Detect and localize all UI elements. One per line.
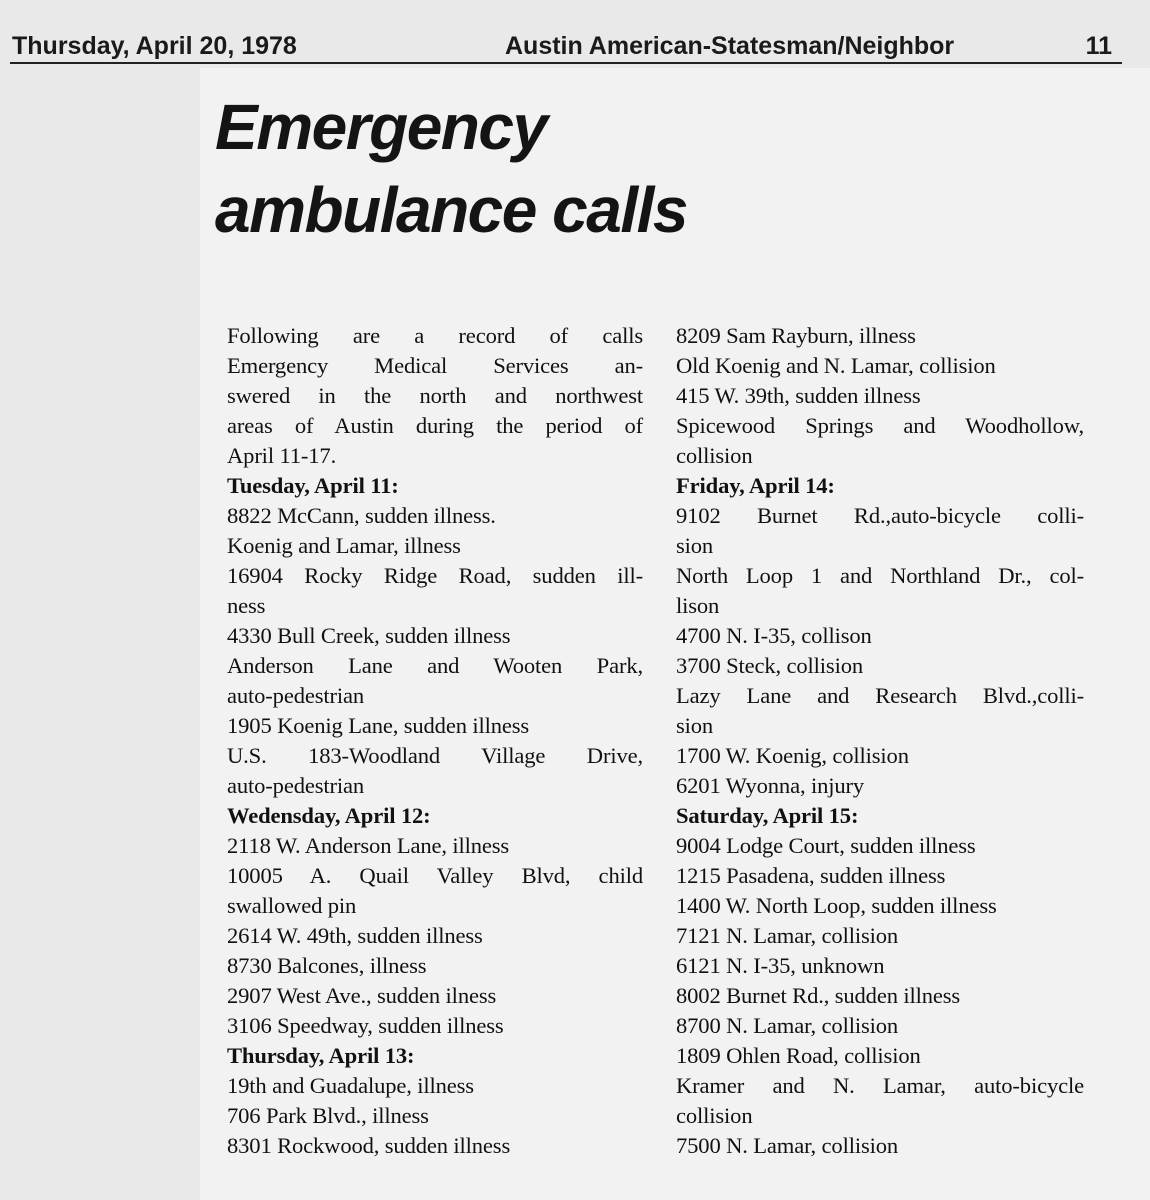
entry-line: sion — [676, 533, 714, 558]
entry-line: 19th and Guadalupe, illness — [227, 1073, 474, 1098]
masthead — [10, 28, 1122, 64]
entry-line: Anderson Lane and Wooten Park, — [227, 653, 643, 678]
entry-line: 6121 N. I-35, unknown — [676, 953, 885, 978]
call-entry — [676, 681, 1084, 741]
entry-line: 8002 Burnet Rd., sudden illness — [676, 983, 961, 1008]
call-entry — [676, 921, 1084, 951]
date-heading — [676, 471, 1084, 501]
entry-line: ness — [227, 593, 266, 618]
entry-line: 706 Park Blvd., illness — [227, 1103, 429, 1128]
entry-line: 4700 N. I-35, collison — [676, 623, 872, 648]
intro-line: Emergency Medical Services an- — [227, 353, 643, 378]
entry-line: 1215 Pasadena, sudden illness — [676, 863, 946, 888]
entry-line: North Loop 1 and Northland Dr., col- — [676, 563, 1084, 588]
entry-line: U.S. 183-Woodland Village Drive, — [227, 743, 643, 768]
date-heading — [676, 801, 1084, 831]
entry-line: auto-pedestrian — [227, 773, 365, 798]
call-entry — [676, 651, 1084, 681]
entry-line: collision — [676, 443, 753, 468]
call-entry — [676, 1041, 1084, 1071]
entry-line: 16904 Rocky Ridge Road, sudden ill- — [227, 563, 643, 588]
call-entry — [227, 1101, 643, 1131]
left-call-list — [227, 471, 643, 1161]
call-entry — [676, 1011, 1084, 1041]
call-entry — [676, 771, 1084, 801]
entry-line: Spicewood Springs and Woodhollow, — [676, 413, 1084, 438]
entry-line: 3700 Steck, collision — [676, 653, 863, 678]
entry-line: Thursday, April 13: — [227, 1043, 415, 1068]
call-entry — [676, 321, 1084, 351]
call-entry — [227, 831, 643, 861]
entry-line: 2614 W. 49th, sudden illness — [227, 923, 483, 948]
intro-line: areas of Austin during the period of — [227, 413, 643, 438]
call-entry — [227, 531, 643, 561]
date-heading — [227, 1041, 643, 1071]
call-entry — [676, 891, 1084, 921]
call-entry — [676, 831, 1084, 861]
call-entry — [227, 951, 643, 981]
entry-line: 2907 West Ave., sudden ilness — [227, 983, 497, 1008]
call-entry — [676, 741, 1084, 771]
entry-line: 9102 Burnet Rd.,auto-bicycle colli- — [676, 503, 1084, 528]
entry-line: Tuesday, April 11: — [227, 473, 399, 498]
entry-line: swallowed pin — [227, 893, 357, 918]
entry-line: Koenig and Lamar, illness — [227, 533, 461, 558]
call-entry — [227, 561, 643, 621]
intro-line: swered in the north and northwest — [227, 383, 643, 408]
call-entry — [227, 921, 643, 951]
entry-line: 1905 Koenig Lane, sudden illness — [227, 713, 530, 738]
entry-line: 8301 Rockwood, sudden illness — [227, 1133, 511, 1158]
entry-line: 8700 N. Lamar, collision — [676, 1013, 899, 1038]
call-entry — [676, 1071, 1084, 1131]
call-entry — [676, 381, 1084, 411]
call-entry — [227, 1071, 643, 1101]
masthead-paper-name: Austin American-Statesman/Neighbor — [505, 32, 955, 60]
headline — [215, 86, 855, 252]
headline-line-1: Emergency — [215, 91, 547, 163]
call-entry — [676, 1131, 1084, 1161]
entry-line: Friday, April 14: — [676, 473, 835, 498]
call-entry — [227, 711, 643, 741]
intro-line: April 11-17. — [227, 443, 337, 468]
entry-line: auto-pedestrian — [227, 683, 365, 708]
call-entry — [676, 861, 1084, 891]
masthead-date: Thursday, April 20, 1978 — [12, 32, 297, 60]
headline-line-2: ambulance calls — [215, 174, 687, 246]
date-heading — [227, 801, 643, 831]
call-entry — [227, 1011, 643, 1041]
call-entry — [227, 741, 643, 801]
entry-line: 3106 Speedway, sudden illness — [227, 1013, 504, 1038]
masthead-page-number: 11 — [1085, 32, 1112, 60]
entry-line: 1700 W. Koenig, collision — [676, 743, 909, 768]
date-heading — [227, 471, 643, 501]
call-entry — [227, 651, 643, 711]
entry-line: 7500 N. Lamar, collision — [676, 1133, 899, 1158]
entry-line: 4330 Bull Creek, sudden illness — [227, 623, 511, 648]
call-entry — [227, 981, 643, 1011]
call-entry — [227, 501, 643, 531]
right-call-list — [676, 321, 1084, 1161]
entry-line: 2118 W. Anderson Lane, illness — [227, 833, 510, 858]
call-entry — [676, 411, 1084, 471]
call-entry — [676, 981, 1084, 1011]
call-entry — [227, 1131, 643, 1161]
entry-line: collision — [676, 1103, 753, 1128]
entry-line: 8209 Sam Rayburn, illness — [676, 323, 916, 348]
entry-line: 7121 N. Lamar, collision — [676, 923, 899, 948]
call-entry — [676, 501, 1084, 561]
entry-line: lison — [676, 593, 720, 618]
call-entry — [676, 621, 1084, 651]
call-entry — [676, 561, 1084, 621]
entry-line: Saturday, April 15: — [676, 803, 859, 828]
entry-line: sion — [676, 713, 714, 738]
entry-line: 1400 W. North Loop, sudden illness — [676, 893, 997, 918]
call-entry — [676, 951, 1084, 981]
entry-line: 415 W. 39th, sudden illness — [676, 383, 921, 408]
entry-line: 8730 Balcones, illness — [227, 953, 427, 978]
intro-line: Following are a record of calls — [227, 323, 643, 348]
entry-line: 8822 McCann, sudden illness. — [227, 503, 496, 528]
entry-line: 9004 Lodge Court, sudden illness — [676, 833, 976, 858]
entry-line: 6201 Wyonna, injury — [676, 773, 865, 798]
call-entry — [227, 861, 643, 921]
entry-line: Old Koenig and N. Lamar, collision — [676, 353, 996, 378]
call-entry — [227, 621, 643, 651]
entry-line: Kramer and N. Lamar, auto-bicycle — [676, 1073, 1084, 1098]
right-column — [676, 321, 1084, 1161]
left-column — [227, 321, 643, 1161]
entry-line: 10005 A. Quail Valley Blvd, child — [227, 863, 643, 888]
entry-line: Wedensday, April 12: — [227, 803, 431, 828]
intro-paragraph — [227, 321, 643, 471]
entry-line: 1809 Ohlen Road, collision — [676, 1043, 921, 1068]
call-entry — [676, 351, 1084, 381]
entry-line: Lazy Lane and Research Blvd.,colli- — [676, 683, 1084, 708]
